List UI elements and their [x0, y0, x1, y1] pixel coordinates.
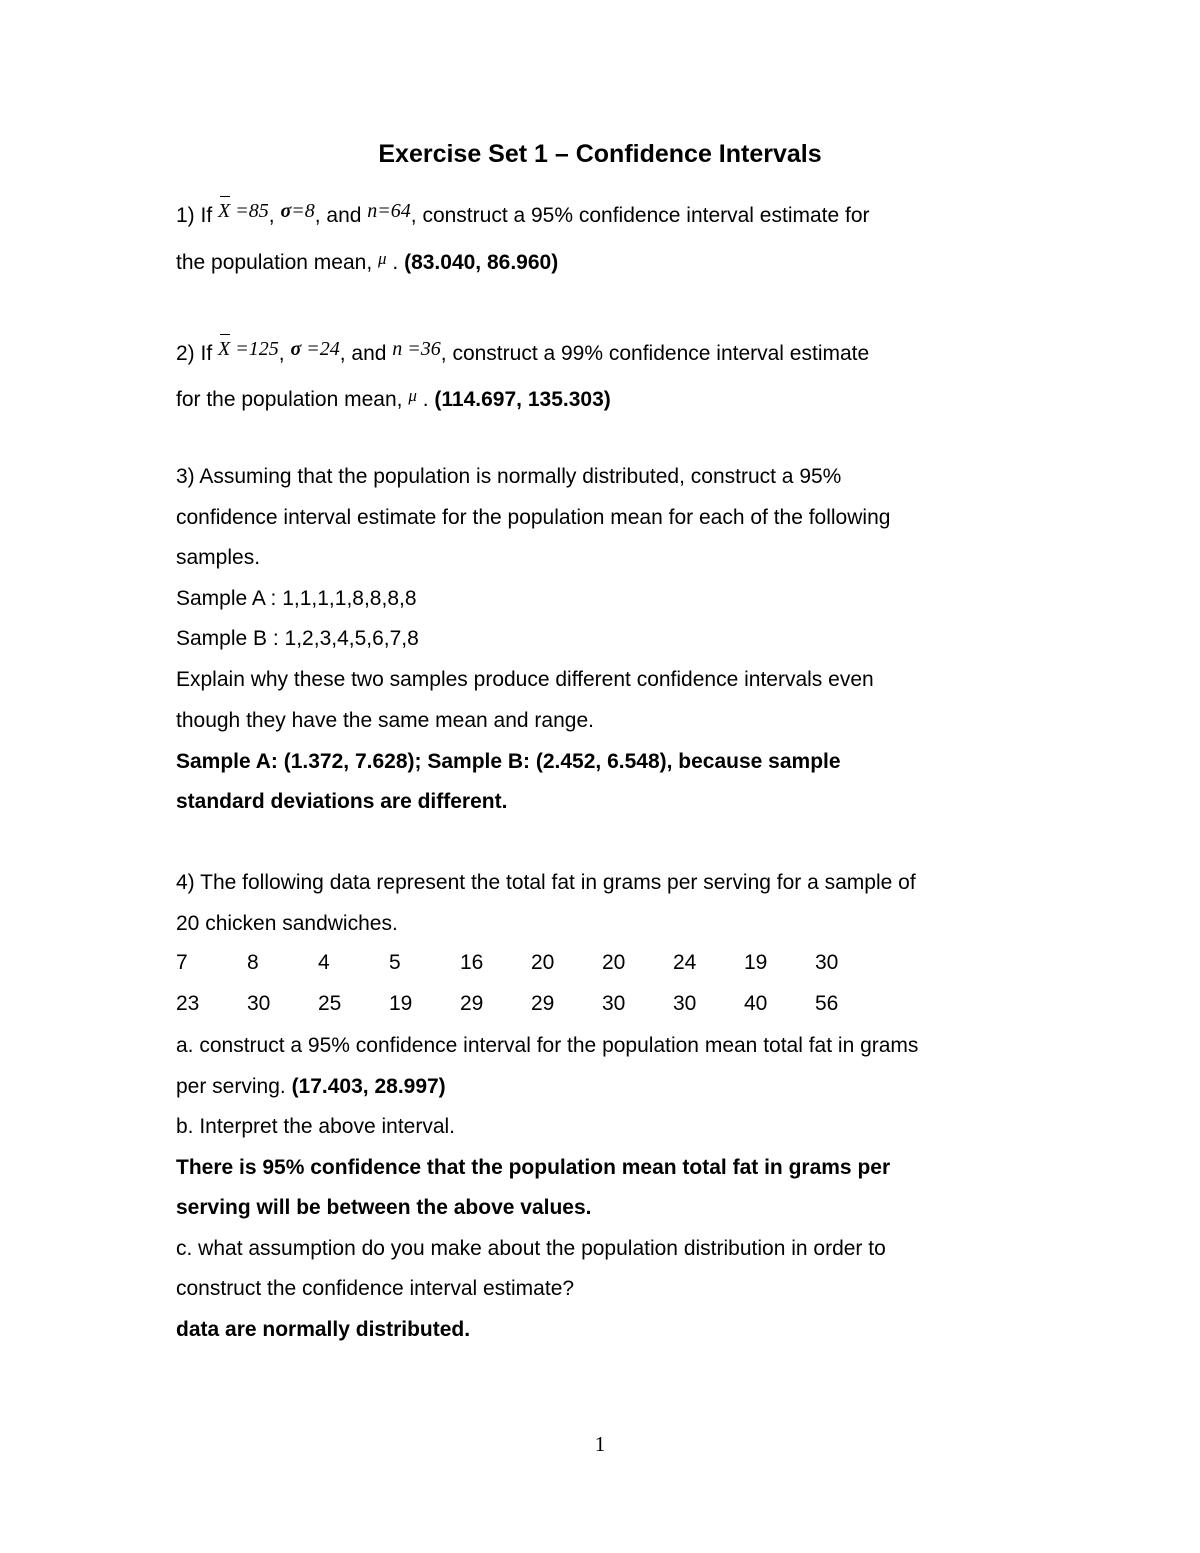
q2-and: , and: [339, 342, 387, 365]
q1-n-value: =64: [377, 200, 411, 222]
q2-xbar-value: =125: [235, 338, 279, 360]
data-cell: 20: [602, 951, 626, 974]
q4-a-line-2: [176, 1074, 446, 1100]
q1-sep: ,: [268, 204, 275, 227]
q2-n: [392, 338, 441, 360]
q4-line-1: 4) The following data represent the total fat in grams per serving for a sample of: [176, 871, 916, 894]
n-symbol: n: [392, 338, 403, 360]
data-cell: 4: [318, 951, 330, 974]
q4-line-2: 20 chicken sandwiches.: [176, 912, 398, 935]
q4-b-line: b. Interpret the above interval.: [176, 1115, 455, 1138]
q3-explain-1: Explain why these two samples produce different confidence intervals even: [176, 668, 874, 691]
q2-sep: ,: [278, 342, 285, 365]
q2-sigma: [290, 338, 339, 360]
q1-sigma: [280, 200, 314, 222]
q3-answer-1: Sample A: (1.372, 7.628); Sample B: (2.452, 6.548), because sample: [176, 750, 841, 773]
q3-answer-2: standard deviations are different.: [176, 790, 508, 813]
q1-xbar-value: =85: [235, 200, 269, 222]
data-cell: 29: [460, 992, 484, 1015]
q4-c-line-2: construct the confidence interval estimate?: [176, 1277, 575, 1300]
q2-dot: .: [422, 388, 429, 411]
page-title: Exercise Set 1 – Confidence Intervals: [378, 140, 822, 168]
xbar-symbol: X: [218, 338, 231, 360]
data-cell: 56: [815, 992, 839, 1015]
data-cell: 19: [389, 992, 413, 1015]
mu-symbol: μ: [378, 249, 387, 268]
q2-lead: 2) If: [176, 342, 213, 365]
data-cell: 8: [247, 951, 259, 974]
q2-answer: (114.697, 135.303): [434, 388, 611, 411]
q3-explain-2: though they have the same mean and range.: [176, 709, 594, 732]
q3-line-2: confidence interval estimate for the population mean for each of the following: [176, 506, 891, 529]
q4-a-answer: (17.403, 28.997): [291, 1075, 446, 1098]
data-cell: 30: [673, 992, 697, 1015]
data-cell: 20: [531, 951, 555, 974]
data-cell: 30: [247, 992, 271, 1015]
q4-b-answer-1: There is 95% confidence that the population mean total fat in grams per: [176, 1156, 891, 1179]
data-cell: 29: [531, 992, 555, 1015]
q3-sample-b: Sample B : 1,2,3,4,5,6,7,8: [176, 627, 419, 650]
q2-rest: , construct a 99% confidence interval estimate: [440, 342, 870, 365]
q1-and: , and: [314, 204, 362, 227]
data-cell: 23: [176, 992, 200, 1015]
q3-sample-a: Sample A : 1,1,1,1,8,8,8,8: [176, 587, 417, 610]
n-symbol: n: [367, 200, 378, 222]
q2-xbar: [218, 338, 279, 360]
data-cell: 25: [318, 992, 342, 1015]
q1-lead: 1) If: [176, 204, 213, 227]
data-cell: 19: [744, 951, 768, 974]
data-cell: 30: [602, 992, 626, 1015]
xbar-symbol: X: [218, 200, 231, 222]
q2-line2-text: for the population mean,: [176, 388, 403, 411]
data-cell: 30: [815, 951, 839, 974]
q1-answer: (83.040, 86.960): [404, 251, 559, 274]
q4-a2-text: per serving.: [176, 1075, 286, 1098]
sigma-symbol: σ: [290, 338, 302, 360]
q4-a-line-1: a. construct a 95% confidence interval for the population mean total fat in grams: [176, 1034, 919, 1057]
page-number: 1: [594, 1432, 606, 1456]
q2-line-2: [176, 383, 611, 413]
q4-c-answer: data are normally distributed.: [176, 1318, 471, 1341]
q1-dot: .: [392, 251, 399, 274]
data-cell: 7: [176, 951, 188, 974]
q4-b-answer-2: serving will be between the above values.: [176, 1196, 592, 1219]
sigma-symbol: σ: [280, 200, 292, 222]
q1-n: [367, 200, 411, 222]
data-cell: 40: [744, 992, 768, 1015]
data-cell: 24: [673, 951, 697, 974]
q4-c-line-1: c. what assumption do you make about the population distribution in order to: [176, 1237, 886, 1260]
q1-line-2: [176, 246, 558, 276]
q1-line2-text: the population mean,: [176, 251, 373, 274]
data-cell: 5: [389, 951, 401, 974]
data-cell: 16: [460, 951, 484, 974]
q3-line-1: 3) Assuming that the population is normally distributed, construct a 95%: [176, 465, 842, 488]
q2-n-value: =36: [407, 338, 441, 360]
q3-line-3: samples.: [176, 546, 261, 569]
q2-sigma-value: =24: [306, 338, 340, 360]
q2-line-1: [176, 336, 869, 367]
mu-symbol: μ: [408, 386, 417, 405]
q1-rest: , construct a 95% confidence interval estimate for: [410, 204, 870, 227]
q1-sigma-value: =8: [291, 200, 315, 222]
q1-xbar: [218, 200, 269, 222]
q1-line-1: [176, 198, 870, 229]
